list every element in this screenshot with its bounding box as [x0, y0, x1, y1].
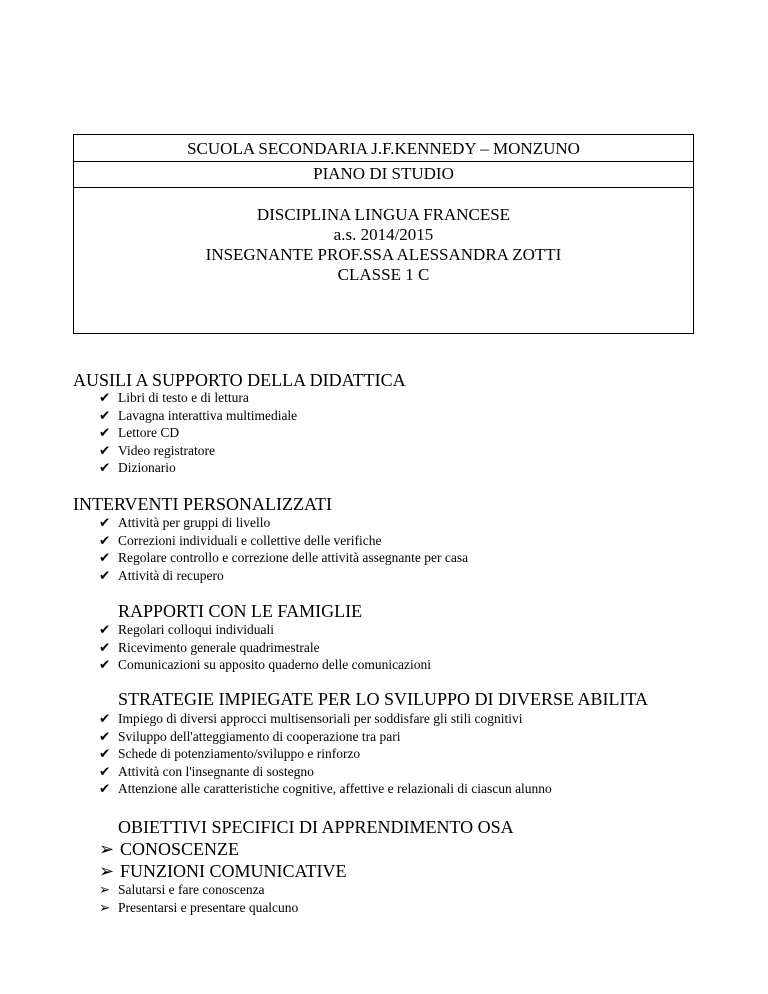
- check-mark-icon: ✔: [99, 425, 111, 440]
- arrowhead-icon: ➢: [99, 839, 115, 859]
- check-mark-icon: ✔: [99, 567, 111, 583]
- check-mark-icon: ✔: [99, 657, 111, 672]
- list-item: ✔ Ricevimento generale quadrimestrale: [99, 639, 320, 655]
- check-mark-icon: ✔: [99, 550, 111, 565]
- list-item: ✔ Comunicazioni su apposito quaderno delle comunicazioni: [99, 657, 432, 672]
- check-mark-icon: ✔: [99, 532, 111, 548]
- list-item: ✔ Attività con l'insegnante di sostegno: [99, 763, 314, 779]
- section-heading-obiettivi: OBIETTIVI SPECIFICI DI APPRENDIMENTO OSA: [118, 817, 514, 837]
- check-mark-icon: ✔: [99, 622, 111, 637]
- check-mark-icon: ✔: [99, 515, 111, 530]
- list-item: ✔ Lettore CD: [99, 425, 180, 440]
- section-heading-ausili: AUSILI A SUPPORTO DELLA DIDATTICA: [73, 370, 406, 390]
- list-item: ✔ Correzioni individuali e collettive delle verifiche: [99, 532, 382, 548]
- study-plan-title: PIANO DI STUDIO: [313, 164, 454, 183]
- list-item: ✔ Regolari colloqui individuali: [99, 622, 274, 637]
- list-item: ➢ Presentarsi e presentare qualcuno: [99, 899, 299, 915]
- class-line: CLASSE 1 C: [337, 265, 430, 284]
- teacher-line: INSEGNANTE PROF.SSA ALESSANDRA ZOTTI: [205, 245, 562, 264]
- list-item: ➢ FUNZIONI COMUNICATIVE: [99, 861, 347, 881]
- list-item: ➢ CONOSCENZE: [99, 839, 240, 859]
- list-item: ✔ Schede di potenziamento/sviluppo e rinforzo: [99, 746, 361, 761]
- list-item: ✔ Attenzione alle caratteristiche cognitive, affettive e relazionali di ciascun alunno: [99, 781, 552, 796]
- arrowhead-icon: ➢: [99, 882, 111, 897]
- strategie-list: [99, 710, 552, 798]
- check-mark-icon: ✔: [99, 781, 111, 796]
- list-item: ✔ Attività di recupero: [99, 567, 224, 583]
- check-mark-icon: ✔: [99, 460, 111, 475]
- arrowhead-icon: ➢: [99, 899, 111, 915]
- study-plan-box: [73, 161, 694, 188]
- list-item: ✔ Video registratore: [99, 442, 216, 458]
- check-mark-icon: ✔: [99, 639, 111, 655]
- check-mark-icon: ✔: [99, 407, 111, 423]
- ausili-list: [99, 389, 297, 477]
- arrowhead-icon: ➢: [99, 861, 115, 881]
- list-item: ✔ Regolare controllo e correzione delle attività assegnante per casa: [99, 550, 469, 565]
- section-heading-interventi: INTERVENTI PERSONALIZZATI: [73, 494, 333, 514]
- check-mark-icon: ✔: [99, 763, 111, 779]
- school-name: SCUOLA SECONDARIA J.F.KENNEDY – MONZUNO: [187, 139, 580, 158]
- rapporti-list: [99, 621, 431, 674]
- list-item: ✔ Dizionario: [99, 460, 176, 475]
- list-item: ✔ Attività per gruppi di livello: [99, 515, 271, 530]
- list-item: ✔ Impiego di diversi approcci multisensoriali per soddisfare gli stili cognitivi: [99, 711, 523, 726]
- check-mark-icon: ✔: [99, 390, 111, 405]
- check-mark-icon: ✔: [99, 746, 111, 761]
- list-item: ✔ Libri di testo e di lettura: [99, 390, 249, 405]
- school-year-line: a.s. 2014/2015: [333, 225, 434, 244]
- section-heading-strategie: STRATEGIE IMPIEGATE PER LO SVILUPPO DI DIVERSE ABILITA: [118, 689, 649, 709]
- school-name-box: [73, 134, 694, 162]
- section-heading-rapporti: RAPPORTI CON LE FAMIGLIE: [118, 601, 363, 621]
- course-info-box: [73, 187, 694, 334]
- obiettivi-main-list: [99, 838, 347, 882]
- list-item: ✔ Sviluppo dell'atteggiamento di cooperazione tra pari: [99, 728, 401, 744]
- discipline-line: DISCIPLINA LINGUA FRANCESE: [256, 205, 511, 224]
- list-item: ✔ Lavagna interattiva multimediale: [99, 407, 298, 423]
- check-mark-icon: ✔: [99, 728, 111, 744]
- check-mark-icon: ✔: [99, 711, 111, 726]
- list-item: ➢ Salutarsi e fare conoscenza: [99, 882, 265, 897]
- check-mark-icon: ✔: [99, 442, 111, 458]
- funzioni-list: [99, 881, 298, 916]
- interventi-list: [99, 514, 468, 584]
